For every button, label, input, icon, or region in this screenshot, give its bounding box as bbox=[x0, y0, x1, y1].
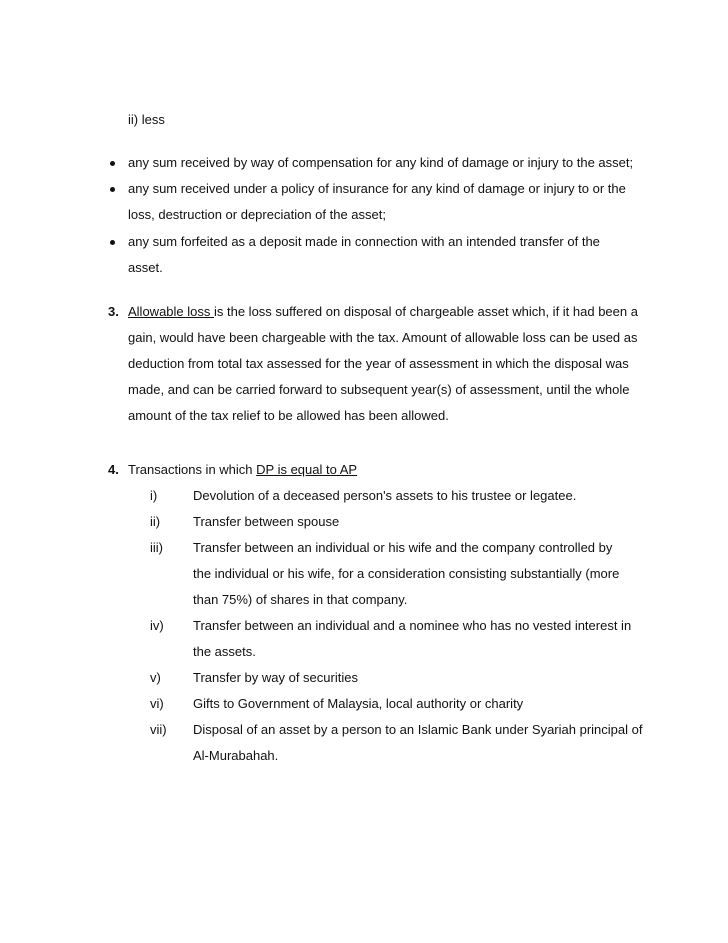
intro-label: ii) less bbox=[128, 112, 165, 127]
bullet-line: loss, destruction or depreciation of the asset; bbox=[128, 207, 386, 222]
allowable-loss-term: Allowable loss bbox=[128, 304, 214, 319]
dp-equal-ap-term: DP is equal to AP bbox=[256, 462, 358, 477]
section-4-heading bbox=[128, 462, 357, 478]
item-roman: v) bbox=[150, 670, 161, 685]
item-text: Al-Murabahah. bbox=[193, 748, 279, 763]
item-text: Transfer between spouse bbox=[193, 514, 340, 529]
item-text: than 75%) of shares in that company. bbox=[193, 592, 408, 607]
item-roman: vii) bbox=[150, 722, 167, 737]
section-3-line: amount of the tax relief to be allowed has been allowed. bbox=[128, 408, 449, 423]
item-roman: i) bbox=[150, 488, 158, 503]
item-text: Disposal of an asset by a person to an Islamic Bank under Syariah principal of bbox=[193, 722, 643, 737]
bullet-line: any sum received by way of compensation for any kind of damage or injury to the asset; bbox=[128, 155, 634, 170]
item-text: Transfer by way of securities bbox=[193, 670, 358, 685]
bullet-dot-icon bbox=[110, 161, 115, 166]
item-roman: iv) bbox=[150, 618, 164, 633]
bullet-dot-icon bbox=[110, 187, 115, 192]
section-3-first-line bbox=[128, 304, 638, 320]
section-4-number: 4. bbox=[108, 462, 119, 477]
item-roman: iii) bbox=[150, 540, 163, 555]
bullet-line: any sum forfeited as a deposit made in connection with an intended transfer of the bbox=[128, 234, 600, 249]
item-text: Transfer between an individual or his wife and the company controlled by bbox=[193, 540, 613, 555]
item-roman: ii) bbox=[150, 514, 161, 529]
section-3-line: deduction from total tax assessed for the year of assessment in which the disposal was bbox=[128, 356, 629, 371]
bullet-dot-icon bbox=[110, 240, 115, 245]
item-text: Transfer between an individual and a nominee who has no vested interest in bbox=[193, 618, 632, 633]
section-3-line: made, and can be carried forward to subsequent year(s) of assessment, until the whole bbox=[128, 382, 630, 397]
section-4-heading-text: Transactions in which bbox=[128, 462, 257, 477]
section-3-line: gain, would have been chargeable with the tax. Amount of allowable loss can be used as bbox=[128, 330, 638, 345]
item-text: the individual or his wife, for a consideration consisting substantially (more bbox=[193, 566, 620, 581]
bullet-line: asset. bbox=[128, 260, 163, 275]
item-text: Gifts to Government of Malaysia, local authority or charity bbox=[193, 696, 524, 711]
item-text: the assets. bbox=[193, 644, 256, 659]
item-text: Devolution of a deceased person's assets to his trustee or legatee. bbox=[193, 488, 577, 503]
section-3-first-line-text: is the loss suffered on disposal of chargeable asset which, if it had been a bbox=[214, 304, 638, 319]
item-roman: vi) bbox=[150, 696, 164, 711]
section-3-number: 3. bbox=[108, 304, 119, 319]
bullet-line: any sum received under a policy of insurance for any kind of damage or injury to or the bbox=[128, 181, 626, 196]
